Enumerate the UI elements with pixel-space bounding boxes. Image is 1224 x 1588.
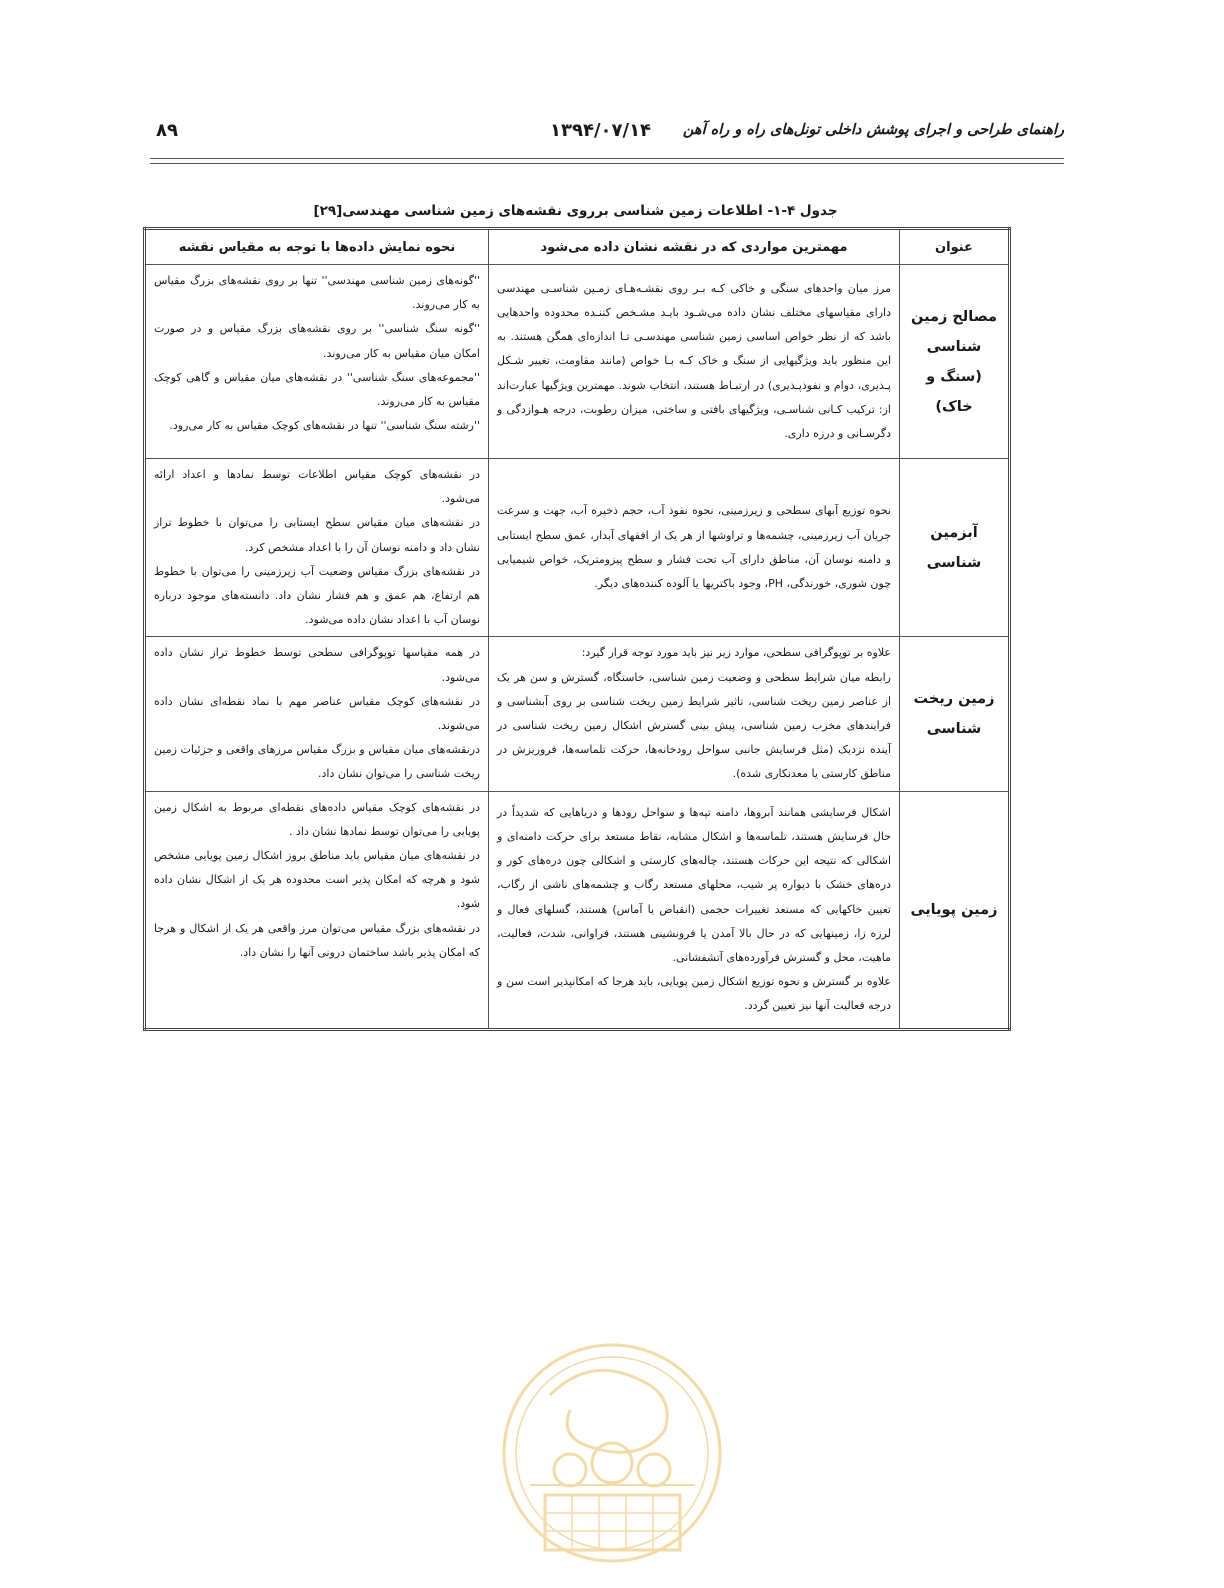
header-rule-thin [150, 163, 1064, 164]
subject-line: شناسی [926, 721, 982, 738]
subject-line: مصالح زمین [911, 308, 997, 325]
display-paragraph: در نقشه‌های بزرگ مقیاس وضعیت آب زیرزمینی را می‌توان با خطوط هم ارتفاع، هم عمق و هم فشار نشان داد. دانسته‌های موجود درباره نوسان آب با اعداد نشان داده می‌شود. [154, 564, 480, 627]
display-paragraph: در همه مقیاسها توپوگرافی سطحی توسط خطوط تراز نشان داده می‌شود. [154, 646, 480, 684]
table-row [145, 791, 1010, 1029]
row-display-cell [145, 265, 489, 459]
header-rule-thick [150, 158, 1064, 159]
table-caption: جدول ۴-۱- اطلاعات زمین شناسی برروی نقشه‌های زمین شناسی مهندسی[۲۹] [313, 203, 838, 219]
subject-line: آبزمین [930, 524, 978, 541]
display-paragraph: در نقشه‌های کوچک مقیاس اطلاعات توسط نمادها و اعداد ارائه می‌شود. [154, 468, 480, 506]
display-paragraph: ''گونه سنگ شناسی'' بر روی نقشه‌های بزرگ مقیاس و در صورت امکان میان مقیاس به کار می‌روند. [154, 322, 480, 360]
row-subject-cell [900, 637, 1010, 791]
table-header-row [145, 229, 1010, 265]
row-content-cell [489, 459, 900, 637]
row-display-cell [145, 791, 489, 1029]
display-paragraph: در نقشه‌های کوچک مقیاس داده‌های نقطه‌ای مربوط به اشکال زمین پویایی را می‌توان توسط نمادها نشان داد . [154, 800, 480, 838]
content-paragraph: نحوه توزیع آبهای سطحی و زیرزمینی، نحوه نفوذ آب، حجم ذخیره آب، جهت و سرعت جریان آب زیرزمینی، چشمه‌ها و تراوشها از هر یک از افقهای آبدار، عمق سطح ایستابی و دامنه نوسان آن، مناطق دارای آب تحت فشار و سطح پیزومتریک، خواص شیمیایی چون شوری، خورندگی، PH، وجود باکتریها یا آلوده کننده‌های دیگر. [497, 504, 891, 590]
subject-line: زمین پویایی [910, 901, 998, 918]
column-header-content: مهمترین مواردی که در نقشه نشان داده می‌شود [489, 229, 900, 265]
row-content-cell [489, 637, 900, 791]
display-paragraph: در نقشه‌های کوچک مقیاس عناصر مهم با نماد نقطه‌ای نشان داده می‌شوند. [154, 694, 480, 733]
row-subject-cell [900, 459, 1010, 637]
display-paragraph: در نقشه‌های میان مقیاس باید مناطق بروز اشکال زمین پویایی مشخص شود و هرچه که امکان پذیر است محدوده هر یک از اشکال نشان داده شود. [154, 849, 480, 911]
display-paragraph: در نقشه‌های بزرگ مقیاس می‌توان مرز واقعی هر یک از اشکال و هرجا که امکان پذیر باشد ساختمان درونی آنها را نشان داد. [154, 921, 480, 959]
table-row [145, 637, 1010, 791]
content-paragraph: مرز میان واحدهای سنگی و خاکی کـه بـر روی نقشـه‌هـای زمـین شناسـی مهندسی دارای مقیاسهای مختلف نشان داده می‌شـود بایـد مشـخص کننـده محدوده واحدهایی باشد که از نظر خواص اساسی زمین شناسی مهندسـی تـا اندازه‌ای همگن هستند. به این منظور باید ویژگیهایی از سنگ و خاک کـه بـا خواص (مانند مقاومت، تغییر شـکل پـذیری، دوام و نفوذپـذیری) در ارتبـاط هستند، انتخاب شوند. مهمترین ویژگیها عبارت‌اند از: ترکیب کـانی شناسـی، ویژگیهای بافتی و ساختی، میزان رطوبت، درجه هـوازدگی و دگرسـانی و درزه داری. [497, 281, 891, 440]
display-paragraph: درنقشه‌های میان مقیاس و بزرگ مقیاس مرزهای واقعی و جزئیات زمین ریخت شناسی را می‌توان نشان داد. [154, 743, 480, 781]
column-header-subject: عنوان [900, 229, 1010, 265]
content-paragraph: رابطه میان شرایط سطحی و وضعیت زمین شناسی، خاستگاه، گسترش و سن هر یک از عناصر زمین ریخت شناسی، تاثیر شرایط زمین ریخت شناسی بر روی آبشناسی و فرایندهای مخرب زمین شناسی، پیش بینی گسترش اشکال زمین ریخت شناسی در آینده نزدیک (مثل فرسایش جانبی سواحل رودخانه‌ها، حرکت تلماسه‌ها، فروریزش در مناطق کارستی یا معدنکاری شده). [497, 670, 891, 781]
display-paragraph: ''گونه‌های زمین شناسی مهندسی'' تنها بر روی نقشه‌های بزرگ مقیاس به کار می‌روند. [154, 274, 480, 312]
content-paragraph: اشکال فرسایشی همانند آبروها، دامنه تپه‌ها و سواحل رودها و دریاهایی که شدیداً در حال فرسایش هستند، تلماسه‌ها و اشکال مشابه، نقاط مستعد برای حرکت دامنه‌ای و اشکالی که نتیجه این حرکات هستند، چاله‌های کارستی و اشکالی چون دره‌های کور و دره‌های خشک با دیواره پر شیب، محلهای مستعد رگاب و چشمه‌های ناشی از رگاب، تعیین خاکهایی که مستعد تغییرات حجمی (انقباض یا آماس) هستند، گسلهای فعال و لرزه زا، زمینهایی که در حال بالا آمدن یا فرونشینی هستند، فراوانی، شدت، فعالیت، ماهیت، محل و گسترش فرآورده‌های آتشفشانی. [497, 805, 891, 964]
publisher-seal-logo [490, 1335, 735, 1584]
row-display-cell [145, 637, 489, 791]
row-display-cell [145, 459, 489, 637]
display-paragraph: ''رشته سنگ شناسی'' تنها در نقشه‌های کوچک مقیاس به کار می‌رود. [169, 419, 480, 433]
document-date: ۱۳۹۴/۰۷/۱۴ [550, 120, 652, 141]
page-header [150, 120, 1064, 160]
row-subject-cell [900, 791, 1010, 1029]
subject-line: شناسی [926, 338, 982, 355]
display-paragraph: ''مجموعه‌های سنگ شناسی'' در نقشه‌های میان مقیاس و گاهی کوچک مقیاس به کار می‌روند. [154, 370, 480, 409]
subject-line: شناسی [926, 554, 982, 571]
content-paragraph: علاوه بر توپوگرافی سطحی، موارد زیر نیز باید مورد توجه قرار گیرد: [581, 646, 891, 660]
subject-line: خاک) [935, 398, 973, 415]
row-subject-cell [900, 265, 1010, 459]
publisher-seal-icon [490, 1335, 735, 1584]
display-paragraph: در نقشه‌های میان مقیاس سطح ایستابی را می‌توان با خطوط تراز نشان داد و دامنه نوسان آن را با اعداد مشخص کرد. [154, 516, 480, 554]
table-row [145, 459, 1010, 637]
subject-line: زمین ریخت [913, 691, 995, 708]
table-row [145, 265, 1010, 459]
row-content-cell [489, 265, 900, 459]
content-paragraph: علاوه بر گسترش و نحوه توزیع اشکال زمین پویایی، باید هرجا که امکانپذیر است سن و درجه فعالیت آنها نیز تعیین گردد. [497, 975, 891, 1013]
geology-info-table [143, 227, 1011, 1031]
subject-line: (سنگ و [926, 368, 982, 385]
row-content-cell [489, 791, 900, 1029]
column-header-display: نحوه نمایش داده‌ها با توجه به مقیاس نقشه [145, 229, 489, 265]
document-title: راهنمای طراحی و اجرای پوشش داخلی تونل‌های راه و راه آهن [682, 122, 1064, 138]
page-number: ۸۹ [156, 120, 178, 141]
